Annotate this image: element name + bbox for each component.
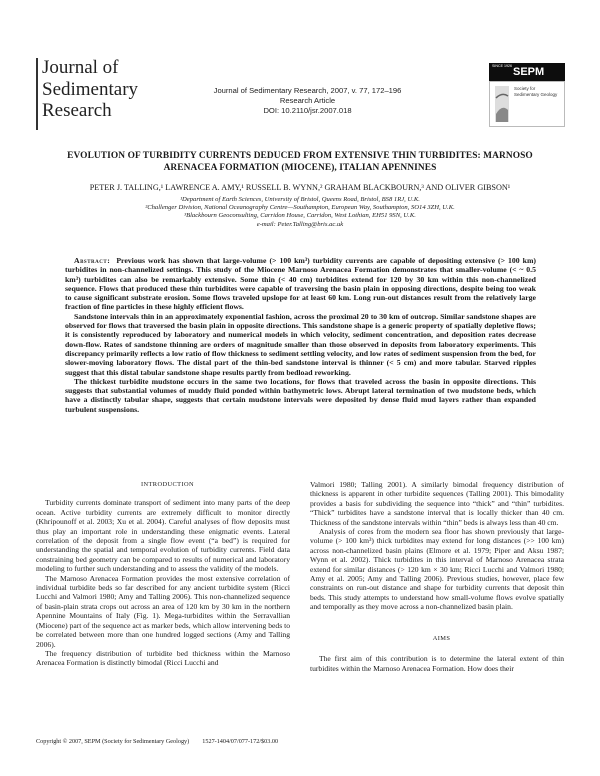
page-footer xyxy=(36,738,576,746)
body-paragraph: Analysis of cores from the modern sea floor has shown previously that large-volume (> 100 km³) thick turbidites may extend for long distances (>> 100 km) across non-channelized basin plains (Elmore et al. 1979; Piper and Aksu 1987; Wynn et al. 2002). Thick turbidites in this interval of Marnoso Arenacea strata extend for similar distances (> 120 km × 30 km; Ricci Lucchi and Valmori 1980; Amy et al. 2005; Amy and Talling 2006). Previous studies, however, place few constraints on run-out distance and shape for turbidity currents that deposit thin beds. This study attempts to understand how small-volume flows evolve spatially and temporally as they move across a non-channelized basin plain. xyxy=(310,527,564,612)
abstract-paragraph: Sandstone intervals thin in an approximately exponential fashion, across the proximal 20 to 30 km of outcrop. Similar sandstone shapes are observed for flows that traversed the basin plain in opposite directions. This sandstone shape is a generic property of spatially depletive flows; it is consistently reproduced by laboratory and numerical models in which velocity, sediment concentration, and deposition rates decrease down-flow. Rates of sandstone thinning are orders of magnitude smaller than those observed in deposits from laboratory experiments. This discrepancy primarily reflects a low ratio of flow thickness to sediment settling velocity, and low rates of sediment suspension from the bed, for slower-moving laboratory flows. The distal part of the thin-bed sandstone interval is thinner (< 5 cm) and more tabular. Starved ripples suggest that this distal tabular sandstone shape results partly from bedload reworking. xyxy=(65,311,536,377)
body-column-right xyxy=(310,480,564,673)
article-doi[interactable]: DOI: 10.2110/jsr.2007.018 xyxy=(263,106,352,115)
article-authors: PETER J. TALLING,¹ LAWRENCE A. AMY,¹ RUSSELL B. WYNN,² GRAHAM BLACKBOURN,³ AND OLIVER GIBSON¹ xyxy=(89,183,511,192)
abstract-paragraph: The thickest turbidite mudstone occurs in the same two locations, for flows that traveled across the basin in opposite directions. This suggests that substantial volumes of muddy fluid ponded within bathymetric lows. Abrupt lateral termination of two mudstone beds, which have a distinctly tabular shape, suggests that certain mudstone intervals were deposited by dense fluid mud layers rather than expanded turbulent suspensions. xyxy=(65,376,536,414)
abstract-label: Abstract: xyxy=(74,256,111,265)
body-paragraph-continued: Valmori 1980; Talling 2001). A similarly bimodal frequency distribution of thickness is apparent in other turbidite sequences (Talling 2001). This bimodality provides a basis for subdividing the sequence into “thick” and “thin” turbidites. “Thick” turbidites have a sandstone interval that is locally thicker than 40 cm. Thickness of the sandstone intervals within “thin” beds is always less than 40 cm. xyxy=(310,480,564,527)
section-heading-introduction: INTRODUCTION xyxy=(140,481,195,488)
affiliation: ³Blackbourn Geoconsulting, Carridon House, Carridon, West Lothian, EH51 9SN, U.K. xyxy=(184,212,416,220)
affiliation: ¹Department of Earth Sciences, University of Bristol, Queens Road, Bristol, BS8 1RJ, U.K. xyxy=(180,196,420,203)
journal-citation: Journal of Sedimentary Research, 2007, v. 77, 172–196 xyxy=(213,86,402,95)
sepm-logo-name: SEPM xyxy=(513,66,545,78)
journal-name xyxy=(36,57,186,122)
body-paragraph: The Marnoso Arenacea Formation provides the most extensive correlation of individual turbidite beds so far described for any ancient turbidite system (Ricci Lucchi and Valmori 1980; Amy and Talling 2006). This non-channelized sequence of basin-plain strata crops out across an area of 120 km by 30 km in the northern Apennine Mountains of Italy (Fig. 1). Mega-turbidites within the Serravallian (Miocene) part of the sequence act as marker beds, which allow intervening beds to be correlated between more than one hundred logged sections (Amy and Talling 2006). xyxy=(36,573,290,649)
section-heading-aims: AIMS xyxy=(432,634,451,642)
abstract xyxy=(65,256,536,414)
article-title-line: EVOLUTION OF TURBIDITY CURRENTS DEDUCED FROM EXTENSIVE THIN TURBIDITES: MARNOSO xyxy=(67,151,533,161)
body-paragraph: Turbidity currents dominate transport of sediment into many parts of the deep ocean. Active turbidity currents are extremely difficult to monitor directly (Khripounoff et al. 2003; Xu et al. 2004). Careful analyses of flow deposits must thus play an important role in understanding these enigmatic events. Lateral correlation of the deposit from a single flow event (“a bed”) is required for understanding the spatial and temporal evolution of turbidity currents. Field data constraining bed geometry can be compared to results of numerical and laboratory modeling to further such understanding and to assess the validity of the models. xyxy=(36,498,290,574)
author-affiliations xyxy=(30,196,570,229)
affiliation: ²Challenger Division, National Oceanography Centre—Southampton, European Way, Southampton, SO14 3ZH, U.K. xyxy=(145,204,455,212)
article-type: Research Article xyxy=(279,96,336,105)
body-column-left xyxy=(36,480,290,668)
abstract-paragraph xyxy=(65,256,536,312)
sepm-logo-banner xyxy=(489,63,565,81)
journal-citation-block xyxy=(170,86,445,116)
journal-name-line: Research xyxy=(42,100,112,121)
sepm-logo-subtitle-line: Sedimentary Geology xyxy=(514,91,558,97)
copyright-notice: Copyright © 2007, SEPM (Society for Sedimentary Geology) xyxy=(36,738,190,745)
sepm-logo-subtitle xyxy=(514,86,557,97)
contact-email[interactable]: e-mail: Peter.Talling@bris.ac.uk xyxy=(256,220,344,228)
body-paragraph: The frequency distribution of turbidite bed thickness within the Marnoso Arenacea Formation is distinctly bimodal (Ricci Lucchi and xyxy=(36,648,290,668)
sepm-logo-since: SINCE 1926 xyxy=(492,64,512,68)
issn-code: 1527-1404/07/077-172/$03.00 xyxy=(202,738,279,745)
article-title xyxy=(30,150,570,174)
sepm-logo-subtitle-line: Society for xyxy=(514,86,536,91)
journal-name-line: Sedimentary xyxy=(42,78,139,100)
journal-name-line: Journal of xyxy=(42,57,119,78)
abstract-paragraph-text: Previous work has shown that large-volume (> 100 km³) turbidity currents are capable of depositing extensive (> 100 km) turbidites in non-channelized settings. This study of the Miocene Marnoso Arenacea Formation demonstrates that smaller-volume (< ~ 0.5 km³) turbidites can also be remarkably extensive. Some thin (< 40 cm) turbidites extend for 120 by 30 km within this non-channelized sequence. Flows that produced these thin turbidites were capable of traversing the basin plain in opposing directions, despite being too weak to cause significant substrate erosion. Some flows traveled upslope for at least 60 km. Long run-out distances result from the relatively large fraction of fine particles in these highly efficient flows. xyxy=(65,256,537,312)
sepm-logo xyxy=(489,63,565,127)
sepm-emblem-icon xyxy=(492,84,512,124)
article-title-line: ARENACEA FORMATION (MIOCENE), ITALIAN APENNINES xyxy=(163,163,437,173)
body-paragraph: The first aim of this contribution is to determine the lateral extent of thin turbidites within the Marnoso Arenacea Formation. How does their xyxy=(310,654,564,673)
sepm-logo-body xyxy=(489,81,565,127)
